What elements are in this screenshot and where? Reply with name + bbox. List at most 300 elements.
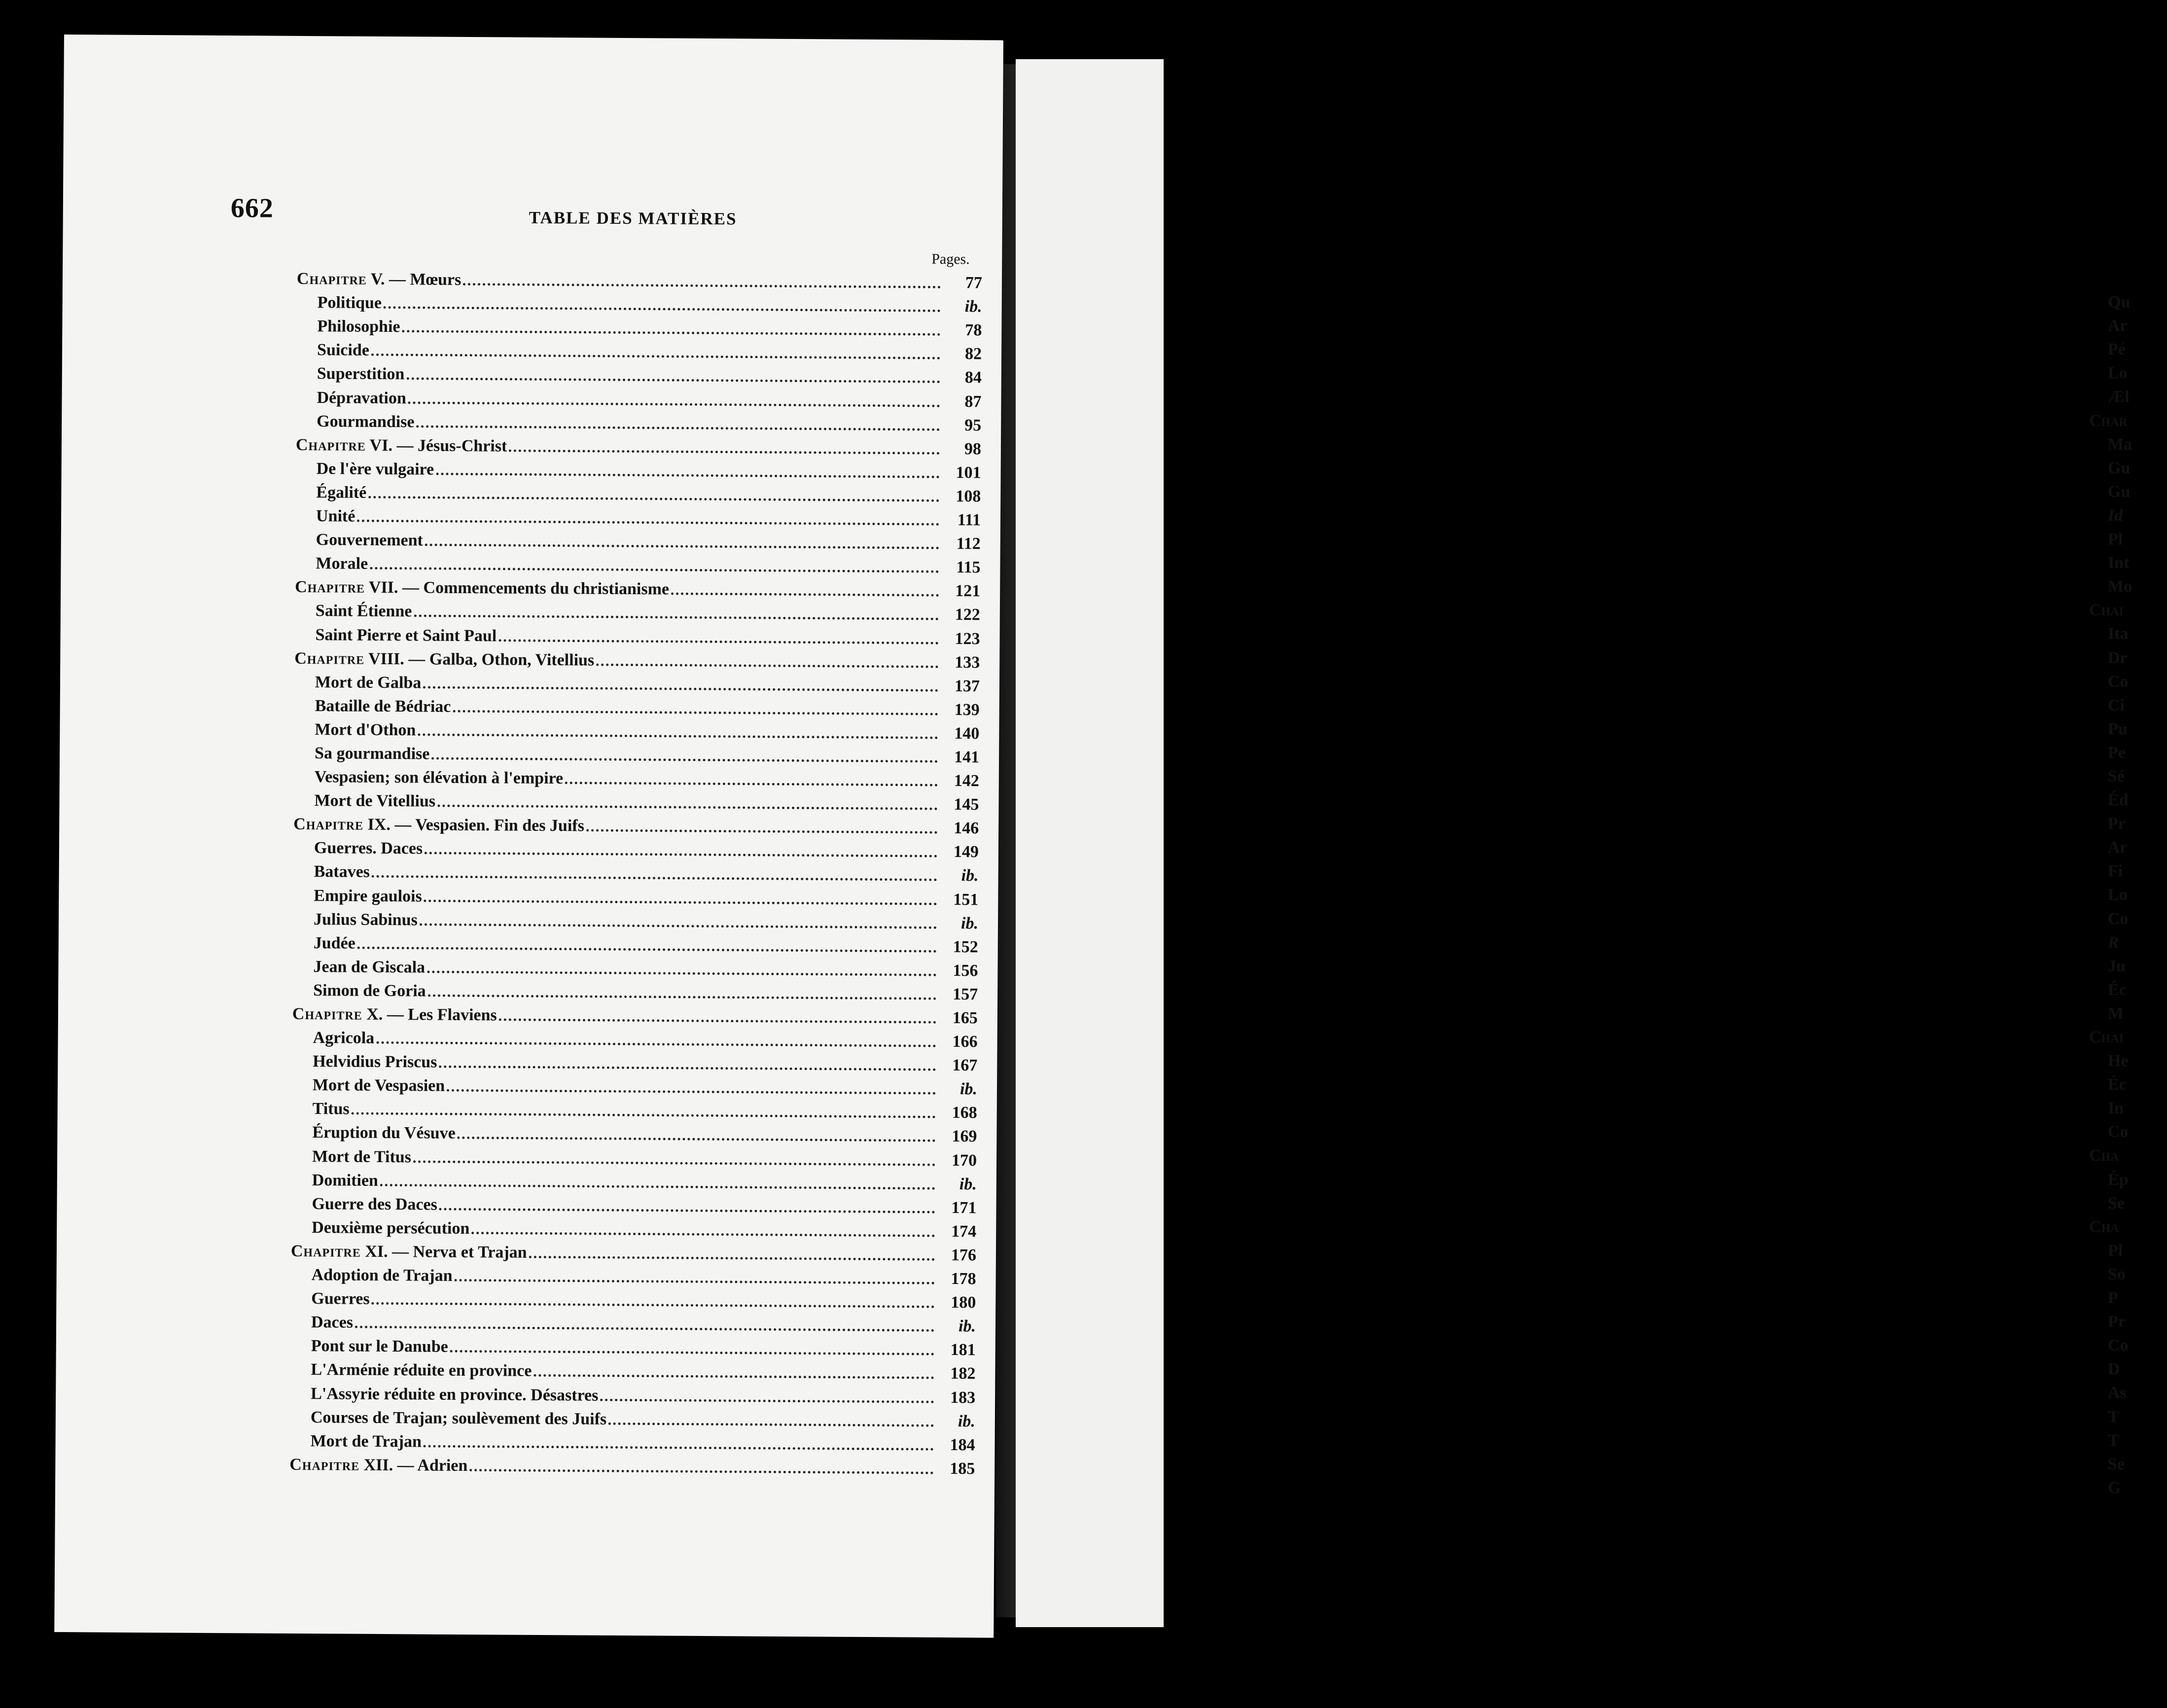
toc-entry-text: Bataille de Bédriac [315,696,451,716]
toc-entry-title [295,484,366,501]
toc-page-number: 141 [954,748,980,767]
facing-page-fragment: Qu [2108,293,2131,312]
facing-page-fragment: Se [2108,1455,2125,1473]
facing-page-fragment: Char [2089,411,2128,430]
toc-entry-title [294,721,416,739]
toc-entry-row [296,406,981,434]
toc-entry-text: VII. — Commencements du christianisme [368,578,670,599]
toc-page-number: 181 [950,1341,976,1359]
dot-leader [372,875,937,881]
dot-leader [469,1469,933,1474]
dot-leader [355,1326,934,1332]
chapter-label: Chapitre [296,269,367,288]
toc-entry-title [295,508,355,525]
toc-entry-title [293,935,355,952]
toc-page-number: 182 [950,1364,976,1383]
dot-leader [565,782,938,786]
toc-entry-text: Vespasien; son élévation à l'empire [314,768,564,788]
dot-leader [498,639,938,644]
toc-page-number: 151 [953,890,979,909]
facing-page-fragment: Mo [2108,577,2132,596]
toc-page-number: 95 [964,416,982,435]
pages-column-label: Pages. [931,250,970,268]
toc-entry-text: Suicide [317,341,370,360]
toc-entry-title [292,959,425,976]
toc-page-number: 139 [954,700,980,719]
toc-entry-text: XII. — Adrien [363,1456,468,1475]
toc-page-number: 115 [956,558,981,577]
toc-entry-text: X. — Les Flaviens [366,1005,497,1025]
toc-entry-text: Éruption du Vésuve [312,1123,456,1143]
toc-entry-title [296,413,415,430]
toc-entry-title [292,1101,350,1118]
dot-leader [424,1445,934,1450]
toc-page-number: ib. [964,297,982,316]
dot-leader [586,829,937,834]
facing-page-fragment: G [2108,1478,2121,1497]
facing-page-fragment: P [2108,1289,2118,1308]
dot-leader [402,330,940,336]
facing-page-fragment: Pl [2108,530,2123,549]
toc-entry-title [292,1006,497,1024]
toc-entry-title [293,911,418,928]
toc-entry-text: Mort de Trajan [310,1431,422,1451]
toc-entry-row [290,1378,975,1406]
chapter-label: Chapitre [289,1455,360,1474]
toc-page-number: 168 [952,1103,977,1122]
toc-entry-text: Guerres. Daces [314,839,423,858]
toc-entry-text: Simon de Goria [313,981,426,1000]
toc-entry-title [291,1196,437,1213]
toc-page-number: 145 [954,795,979,814]
dot-leader [380,1184,935,1190]
dot-leader [371,354,940,359]
dot-leader [423,686,938,691]
toc-chapter-row [294,643,980,671]
toc-entry-row [296,311,982,339]
toc-entry-title [295,579,669,598]
toc-page-number: 82 [964,345,982,363]
dot-leader [450,1350,934,1355]
toc-entry-row [293,904,978,932]
toc-entry-title [293,792,435,810]
toc-entry-title [297,271,462,288]
toc-entry-title [290,1409,607,1427]
toc-page-number: 121 [955,582,981,601]
toc-entry-row [294,619,980,647]
dot-leader [471,1232,935,1237]
toc-page-number: 176 [951,1245,977,1265]
toc-entry-title [294,626,497,644]
dot-leader [509,449,940,454]
toc-page-number: 156 [953,961,978,980]
facing-page-fragment: M [2108,1004,2124,1023]
toc-entry-row [290,1331,976,1359]
toc-entry-title [294,698,451,715]
toc-page-number: 183 [950,1388,976,1407]
toc-page-number: ib. [958,1412,975,1430]
toc-entry-row [291,1165,977,1193]
toc-entry-text: Superstition [317,364,405,384]
toc-entry-text: Saint Étienne [315,602,412,621]
dot-leader [463,283,941,288]
toc-page-number: ib. [959,1174,977,1194]
toc-page-number: 146 [954,819,979,838]
toc-entry-row [296,454,981,482]
toc-page-number: 174 [951,1222,977,1241]
dot-leader [368,496,939,502]
toc-chapter-row [289,1450,975,1478]
toc-entry-title [293,816,584,835]
toc-entry-title [295,532,423,549]
toc-page-number: 171 [951,1198,977,1217]
facing-page-fragment: R [2108,933,2119,952]
toc-entry-row [294,738,979,766]
facing-page-fragment: Lo [2108,364,2128,383]
toc-entry-text: Jean de Giscala [313,957,426,977]
dot-leader [529,1256,935,1261]
toc-entry-row [294,714,979,743]
dot-leader [608,1422,934,1426]
toc-entry-text: L'Assyrie réduite en province. Désastres [311,1384,599,1405]
toc-entry-row [295,548,980,576]
chapter-label: Chapitre [292,1004,362,1024]
chapter-label: Chapitre [293,815,364,834]
toc-entry-row [293,785,979,814]
toc-entry-row [291,1117,977,1145]
dot-leader [453,710,938,715]
toc-entry-row [294,667,980,695]
toc-entry-text: Sa gourmandise [314,744,430,763]
toc-entry-title [290,1361,532,1380]
toc-page-number: 184 [950,1435,975,1455]
toc-entry-text: Guerre des Daces [312,1194,437,1214]
dot-leader [596,663,938,668]
facing-page-fragment: Ép [2108,1170,2129,1189]
toc-page-number: ib. [961,866,979,885]
toc-entry-text: Agricola [313,1029,375,1047]
toc-page-number: 98 [964,439,982,459]
toc-entry-title [291,1267,453,1284]
toc-entry-row [293,856,979,885]
facing-page-fragment: T [2108,1407,2119,1426]
toc-page-number: 87 [964,392,982,411]
toc-entry-row [296,358,982,387]
dot-leader [454,1279,934,1284]
toc-entry-row [291,1189,976,1217]
toc-page-number: 78 [965,321,982,340]
toc-entry-row [291,1141,977,1169]
facing-page-fragment: In [2108,1099,2124,1118]
running-title: TABLE DES MATIÈRES [529,208,737,229]
facing-page-fragment: Sé [2108,767,2125,785]
dot-leader [428,994,936,999]
toc-entry-text: Morale [316,554,368,573]
facing-page-fragment: Id [2108,506,2123,525]
dot-leader [418,733,938,739]
dot-leader [431,757,938,763]
toc-entry-row [297,287,982,316]
toc-entry-row [291,1212,976,1241]
toc-entry-title [294,745,430,763]
facing-page-fragment: Dr [2108,648,2128,667]
toc-page-number: 167 [952,1056,978,1075]
toc-page-number: 178 [951,1270,976,1288]
toc-entry-title [293,887,422,905]
toc-entry-row [291,1260,976,1288]
toc-entry-text: Julius Sabinus [313,910,418,929]
toc-entry-row [293,927,978,956]
facing-page-fragment: Se [2108,1194,2125,1212]
toc-entry-title [296,318,400,335]
chapter-label: Chapitre [295,578,365,597]
dot-leader [357,520,939,526]
toc-page-number: 152 [953,937,978,957]
toc-page-number: 180 [951,1293,976,1312]
dot-leader [424,899,937,905]
dot-leader [533,1374,934,1379]
toc-entry-row [295,501,981,529]
toc-page-number: 108 [956,487,981,506]
dot-leader [436,472,939,478]
toc-entry-title [291,1172,378,1189]
toc-entry-text: Mort de Galba [315,673,422,692]
toc-page-number: ib. [958,1317,976,1336]
toc-entry-text: XI. — Nerva et Trajan [365,1242,527,1262]
toc-entry-row [293,833,979,861]
dot-leader [384,306,941,312]
toc-entry-text: Daces [311,1313,354,1332]
facing-page-fragment: Chai [2089,1028,2124,1046]
facing-page-fragment: Pl [2108,1241,2123,1260]
dot-leader [439,1208,935,1213]
toc-page-number: 133 [955,653,980,672]
dot-leader [458,1137,936,1142]
toc-entry-text: Titus [312,1100,350,1118]
table-of-contents [289,264,982,1477]
facing-page-fragment: Éd [2108,791,2129,810]
dot-leader [372,1302,935,1308]
toc-entry-title [289,1433,422,1451]
facing-page-fragment: Gu [2108,482,2131,501]
toc-entry-title [291,1148,411,1165]
toc-page-number: 170 [951,1151,977,1170]
facing-page-fragment: Pe [2108,743,2126,762]
toc-page-number: 142 [954,772,979,790]
toc-entry-title [292,982,426,1000]
facing-page-fragment: Pé [2108,340,2126,359]
toc-page-number: 111 [957,511,981,530]
toc-entry-text: Adoption de Trajan [311,1266,453,1285]
facing-page-fragment: Cha [2089,1146,2119,1165]
facing-page-fragment: Pr [2108,1313,2126,1331]
toc-entry-row [292,1070,977,1098]
toc-entry-title [292,1030,374,1047]
toc-entry-title [290,1314,353,1331]
toc-entry-row [292,1094,977,1122]
dot-leader [414,615,938,621]
toc-page-number: ib. [959,1080,978,1099]
toc-entry-title [289,1457,467,1474]
toc-entry-title [293,863,370,881]
toc-entry-row [290,1307,976,1335]
facing-page-fragment: He [2108,1052,2129,1070]
toc-entry-title [296,342,369,359]
toc-entry-text: Égalité [316,483,367,502]
toc-entry-text: Judée [313,933,355,953]
toc-entry-text: Deuxième persécution [312,1218,470,1238]
toc-entry-text: Philosophie [317,317,400,336]
dot-leader [417,425,940,430]
toc-entry-text: L'Arménie réduite en province [311,1360,532,1381]
toc-entry-row [290,1354,975,1383]
facing-page-fragment: D [2108,1360,2120,1379]
toc-chapter-row [293,809,979,837]
toc-page-number: 112 [956,534,981,553]
toc-page-number: 122 [955,605,980,624]
chapter-label: Chapitre [294,649,365,668]
facing-page-fragment: So [2108,1265,2126,1283]
toc-entry-title [296,365,405,383]
facing-page-column [2089,287,2167,1497]
facing-page-fragment: Ma [2108,435,2132,454]
toc-page-number: 84 [964,368,982,387]
toc-entry-text: V. — Mœurs [370,270,462,289]
dot-leader [370,567,939,573]
facing-page-fragment: Lo [2108,886,2128,904]
toc-entry-title [290,1338,448,1355]
toc-entry-text: Politique [317,293,382,313]
toc-entry-title [295,603,412,620]
toc-entry-text: Saint Pierre et Saint Paul [315,625,497,645]
facing-page-fragment: Gu [2108,459,2131,477]
facing-page-fragment: Co [2108,672,2129,691]
toc-entry-text: VIII. — Galba, Othon, Vitellius [368,649,595,670]
toc-page-number: 157 [953,985,978,1004]
dot-leader [447,1089,936,1095]
facing-page-fragment: Ar [2108,838,2128,857]
dot-leader [600,1398,934,1403]
facing-page-fragment: Ar [2108,317,2128,335]
toc-entry-row [290,1402,975,1430]
toc-entry-text: Mort de Titus [312,1147,412,1166]
toc-entry-row [295,525,981,553]
facing-page-fragment: As [2108,1384,2127,1402]
facing-page [1016,59,2132,1627]
toc-page-number: 137 [954,676,980,696]
toc-entry-text: Mort de Vespasien [312,1076,445,1096]
toc-entry-text: Helvidius Priscus [313,1052,437,1071]
chapter-label: Chapitre [295,435,366,455]
facing-page-fragment: Pu [2108,719,2128,738]
toc-entry-title [291,1243,527,1261]
toc-entry-row [296,335,982,363]
dot-leader [425,852,937,857]
toc-page-number: 169 [952,1127,977,1146]
dot-leader [499,1018,936,1023]
toc-entry-row [294,691,980,719]
toc-page-number: ib. [960,914,979,932]
toc-page-number: 185 [950,1459,975,1478]
toc-entry-text: Mort d'Othon [315,720,416,740]
toc-entry-title [297,294,382,312]
toc-entry-text: Mort de Vitellius [314,791,436,811]
toc-entry-text: Empire gaulois [314,886,422,905]
toc-page-number: 101 [956,463,981,482]
toc-entry-text: IX. — Vespasien. Fin des Juifs [367,816,585,835]
toc-entry-row [292,975,978,1003]
toc-entry-row [292,952,978,980]
toc-entry-title [296,461,434,478]
dot-leader [413,1160,935,1166]
toc-chapter-row [291,1236,976,1264]
toc-entry-title [290,1290,370,1308]
toc-entry-text: Gouvernement [316,531,424,550]
toc-entry-row [289,1425,975,1454]
dot-leader [357,946,937,952]
facing-page-fragment: T [2108,1431,2119,1450]
toc-page-number: 166 [952,1032,978,1051]
toc-entry-title [291,1124,456,1142]
toc-chapter-row [297,264,982,292]
toc-chapter-row [296,430,981,458]
toc-entry-title [294,769,564,787]
toc-entry-row [295,477,981,505]
toc-entry-row [292,1023,977,1051]
toc-entry-title [290,1385,598,1404]
toc-page-number: 123 [955,629,980,648]
toc-entry-title [295,555,368,572]
toc-entry-row [295,596,980,624]
toc-entry-text: Unité [316,507,355,526]
toc-entry-title [294,650,594,669]
facing-page-fragment: Éc [2108,980,2127,999]
toc-entry-title [291,1219,469,1237]
facing-page-fragment: Éc [2108,1075,2127,1094]
dot-leader [406,378,940,384]
toc-entry-text: De l'ère vulgaire [316,459,434,479]
toc-page-number: 149 [953,843,979,861]
dot-leader [408,401,940,407]
dot-leader [376,1041,936,1047]
facing-page-fragment: Int [2108,554,2130,572]
toc-entry-title [294,674,422,692]
toc-entry-text: VI. — Jésus-Christ [369,436,507,456]
page-number: 662 [230,193,274,224]
toc-page-number: 77 [965,274,983,292]
dot-leader [352,1112,936,1118]
facing-page-fragment: Cha [2089,1217,2119,1236]
toc-entry-row [290,1283,976,1312]
facing-page-fragment: Ju [2108,957,2126,975]
facing-page-fragment: Co [2108,909,2129,928]
dot-leader [437,805,937,810]
facing-page-fragment: Æl [2108,388,2130,406]
toc-entry-text: Dépravation [317,388,406,407]
toc-entry-title [296,437,507,455]
chapter-label: Chapitre [290,1242,361,1261]
toc-page-number: 165 [952,1009,978,1028]
dot-leader [427,970,936,976]
dot-leader [439,1066,936,1071]
toc-entry-title [292,1077,445,1095]
facing-page-fragment: Co [2108,1336,2129,1355]
toc-page-number: 140 [954,724,980,743]
dot-leader [671,593,939,597]
toc-entry-text: Courses de Trajan; soulèvement des Juifs [310,1408,607,1428]
toc-entry-title [293,840,423,857]
toc-entry-text: Domitien [312,1171,379,1190]
